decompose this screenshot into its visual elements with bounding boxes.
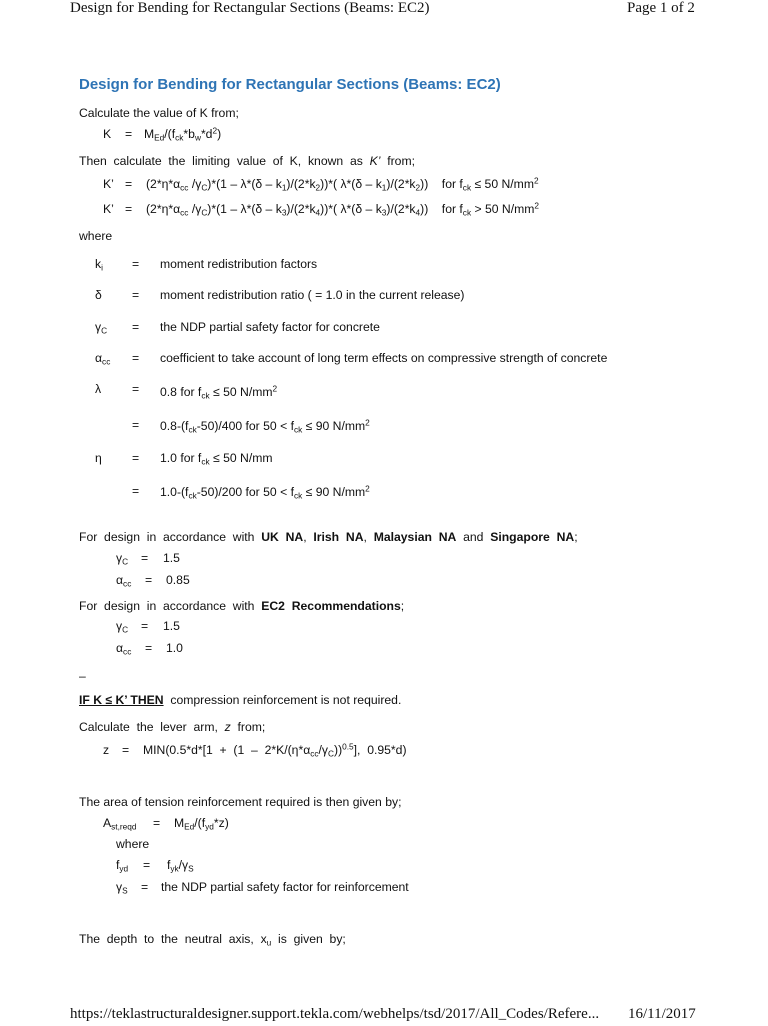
if-then-keyword: IF K ≤ K’ THEN: [79, 693, 164, 707]
z-eq: =: [122, 743, 130, 757]
def-text-alpha-cc: coefficient to take account of long term effects on compressive strength of concrete: [160, 351, 608, 365]
def-text-eta-2: $1.0-(f_{ck}-50)/200$ for $50 < f_{ck} \le 90$ $N/mm^2$: [160, 483, 370, 501]
def-text-delta: moment redistribution ratio ( = 1.0 in the current release): [160, 288, 465, 302]
if-then-result: compression reinforcement is not required.: [170, 693, 402, 707]
def-eq: =: [132, 484, 140, 498]
ec2-gamma-c-value: 1.5: [163, 619, 180, 633]
fyd-symbol: $f_{yd}$: [116, 858, 129, 874]
ec2-alpha-cc-symbol: $\alpha_{cc}$: [116, 641, 132, 657]
ast-eq: =: [153, 816, 161, 830]
k-lhs: K: [103, 127, 112, 141]
fyd-eq: =: [143, 858, 151, 872]
ec2-eq: =: [145, 641, 153, 655]
gamma-s-text: the NDP partial safety factor for reinforcement: [161, 880, 409, 894]
def-eq: =: [132, 320, 140, 334]
ast-where: where: [116, 837, 150, 851]
def-text-ki: moment redistribution factors: [160, 257, 318, 271]
ast-symbol: $A_{st,reqd}$: [103, 816, 137, 832]
kprime-formula-2: ($2*\eta*\alpha_{cc}$ $/\gamma_C)*(1 - \lambda*(\delta - k_3)/(2*k_4))*$( $\lambda*(\delta - k_3)/(2*k_4)$) for $f_{ck} > 50$ $N/mm^2$: [146, 200, 540, 218]
def-text-lambda-1: 0.8 for $f_{ck} \le 50$ $N/mm^2$: [160, 383, 278, 401]
def-eq: =: [132, 257, 140, 271]
page-header: [0, 0, 768, 20]
kprime1-eq: =: [125, 177, 133, 191]
gamma-s-eq: =: [141, 880, 149, 894]
kprime-intro: Then calculate the limiting value of K, known as K’ from;: [79, 154, 416, 168]
lever-arm-intro: Calculate the lever arm, z from;: [79, 720, 266, 734]
fyd-formula: $f_{yk}/\gamma_S$: [167, 858, 194, 874]
footer-url[interactable]: https://teklastructuraldesigner.support.tekla.com/webhelps/tsd/2017/All_Codes/Refere...: [70, 1006, 600, 1022]
def-eq: =: [132, 351, 140, 365]
def-sym-gamma-c: $\gamma_C$: [95, 320, 108, 336]
where-label: where: [79, 229, 113, 243]
k-formula: $M_{Ed}/(f_{ck}*b_w*d^2)$: [144, 125, 222, 143]
page-footer: [0, 1006, 768, 1026]
footer-date: 16/11/2017: [628, 1006, 696, 1022]
kprime2-lhs: K’: [103, 202, 114, 216]
def-eq: =: [132, 451, 140, 465]
uk-eq: =: [141, 551, 149, 565]
header-page-number: Page 1 of 2: [627, 0, 695, 16]
def-eq: =: [132, 382, 140, 396]
kprime2-eq: =: [125, 202, 133, 216]
tension-intro: The area of tension reinforcement required is then given by;: [79, 795, 402, 809]
kprime-formula-1: ($2*\eta*\alpha_{cc}$ $/\gamma_C)*(1 - \lambda*(\delta - k_1)/(2*k_2))*$( $\lambda*(\delta - k_1)/(2*k_2)$) for $f_{ck} \le 50$ $N/mm^2$: [146, 175, 539, 193]
uk-alpha-cc-value: 0.85: [166, 573, 190, 587]
k-intro: Calculate the value of K from;: [79, 106, 239, 120]
ast-formula: $M_{Ed}/(f_{yd}*z)$: [174, 816, 229, 832]
def-sym-lambda: λ: [95, 382, 102, 396]
uk-alpha-cc-symbol: $\alpha_{cc}$: [116, 573, 132, 589]
ec2-alpha-cc-value: 1.0: [166, 641, 183, 655]
z-formula: $MIN(0.5*d*[1 + (1 - 2*K/(\eta*\alpha_{cc}/\gamma_C))^{0.5}]$, 0.95*d): [143, 741, 407, 759]
kprime1-lhs: K’: [103, 177, 114, 191]
neutral-axis-intro: The depth to the neutral axis, $x_u$ is given by;: [79, 932, 346, 948]
ec2-eq: =: [141, 619, 149, 633]
uk-eq: =: [145, 573, 153, 587]
def-sym-ki: $k_i$: [95, 257, 103, 273]
def-text-gamma-c: the NDP partial safety factor for concrete: [160, 320, 380, 334]
header-title: Design for Bending for Rectangular Sections (Beams: EC2): [70, 0, 430, 16]
def-text-eta-1: 1.0 for $f_{ck} \le 50$ N/mm: [160, 451, 273, 467]
def-sym-alpha-cc: $\alpha_{cc}$: [95, 351, 111, 367]
uk-gamma-c-symbol: $\gamma_C$: [116, 551, 129, 567]
separator-dash: –: [79, 669, 86, 683]
if-condition: [79, 693, 401, 707]
ec2-gamma-c-symbol: $\gamma_C$: [116, 619, 129, 635]
uk-gamma-c-value: 1.5: [163, 551, 180, 565]
def-eq: =: [132, 288, 140, 302]
uk-na-intro: For design in accordance with UK NA, Irish NA, Malaysian NA and Singapore NA;: [79, 530, 578, 544]
def-sym-eta: η: [95, 451, 102, 465]
def-text-lambda-2: $0.8-(f_{ck}-50)/400$ for $50 < f_{ck} \le 90$ $N/mm^2$: [160, 417, 370, 435]
z-lhs: z: [103, 743, 110, 757]
def-sym-delta: δ: [95, 288, 102, 302]
gamma-s-symbol: $\gamma_S$: [116, 880, 128, 896]
ec2-intro: For design in accordance with EC2 Recommendations;: [79, 599, 405, 613]
section-heading: Design for Bending for Rectangular Sections (Beams: EC2): [79, 76, 501, 93]
def-eq: =: [132, 418, 140, 432]
k-eq: =: [125, 127, 133, 141]
